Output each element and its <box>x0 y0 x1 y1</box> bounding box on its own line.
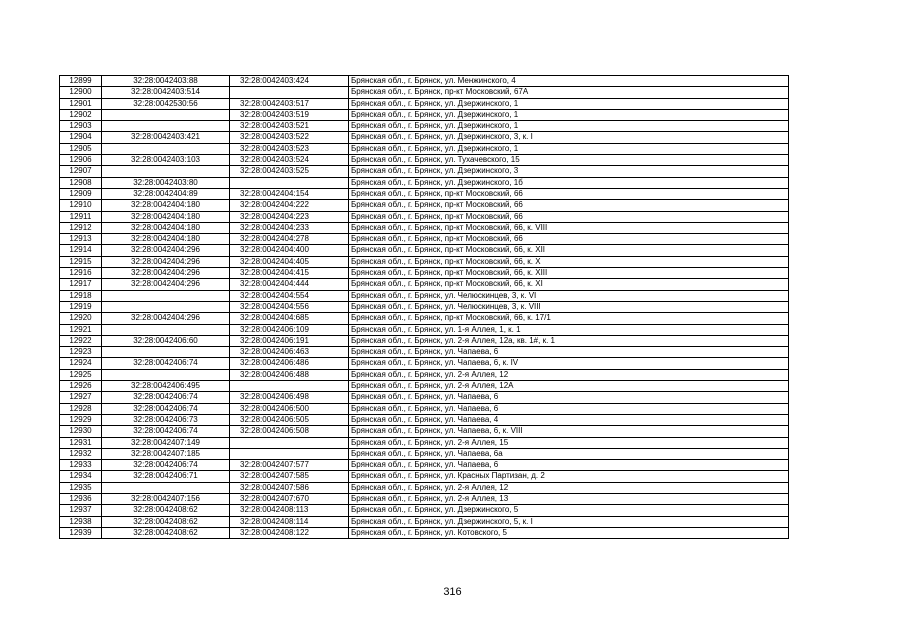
object-cadastral-number-cell: 32:28:0042406:498 <box>230 392 349 403</box>
cadastral-number-cell: 32:28:0042407:156 <box>102 493 230 504</box>
row-number-cell: 12919 <box>60 301 102 312</box>
cadastral-number-cell <box>102 369 230 380</box>
cadastral-number-cell: 32:28:0042403:421 <box>102 132 230 143</box>
row-number-cell: 12922 <box>60 335 102 346</box>
row-number-cell: 12930 <box>60 426 102 437</box>
row-number-cell: 12902 <box>60 109 102 120</box>
registry-table <box>59 75 789 539</box>
cadastral-number-cell: 32:28:0042404:180 <box>102 211 230 222</box>
cadastral-number-cell: 32:28:0042406:74 <box>102 403 230 414</box>
object-cadastral-number-cell <box>230 177 349 188</box>
address-cell: Брянская обл., г. Брянск, пр-кт Московский, 66, к. XI <box>349 279 789 290</box>
object-cadastral-number-cell: 32:28:0042404:556 <box>230 301 349 312</box>
page-number: 316 <box>443 586 462 598</box>
row-number-cell: 12925 <box>60 369 102 380</box>
cadastral-number-cell: 32:28:0042406:71 <box>102 471 230 482</box>
cadastral-number-cell: 32:28:0042404:180 <box>102 234 230 245</box>
cadastral-number-cell <box>102 347 230 358</box>
address-cell: Брянская обл., г. Брянск, ул. Чапаева, 6, к. VIII <box>349 426 789 437</box>
row-number-cell: 12926 <box>60 381 102 392</box>
table-row <box>60 268 789 279</box>
object-cadastral-number-cell: 32:28:0042404:685 <box>230 313 349 324</box>
table-row <box>60 234 789 245</box>
address-cell: Брянская обл., г. Брянск, пр-кт Московский, 67А <box>349 87 789 98</box>
address-cell: Брянская обл., г. Брянск, ул. Чапаева, 6 <box>349 403 789 414</box>
table-row <box>60 301 789 312</box>
table-row <box>60 109 789 120</box>
address-cell: Брянская обл., г. Брянск, ул. 2-я Аллея, 13 <box>349 493 789 504</box>
cadastral-number-cell: 32:28:0042404:180 <box>102 200 230 211</box>
cadastral-number-cell: 32:28:0042406:74 <box>102 358 230 369</box>
table-row <box>60 437 789 448</box>
object-cadastral-number-cell: 32:28:0042406:488 <box>230 369 349 380</box>
table-row <box>60 324 789 335</box>
table-row <box>60 381 789 392</box>
address-cell: Брянская обл., г. Брянск, пр-кт Московский, 66, к. 17/1 <box>349 313 789 324</box>
row-number-cell: 12934 <box>60 471 102 482</box>
row-number-cell: 12929 <box>60 414 102 425</box>
object-cadastral-number-cell <box>230 87 349 98</box>
object-cadastral-number-cell: 32:28:0042406:500 <box>230 403 349 414</box>
row-number-cell: 12923 <box>60 347 102 358</box>
address-cell: Брянская обл., г. Брянск, ул. Чапаева, 6 <box>349 392 789 403</box>
row-number-cell: 12907 <box>60 166 102 177</box>
object-cadastral-number-cell: 32:28:0042406:508 <box>230 426 349 437</box>
table-row <box>60 245 789 256</box>
table-row <box>60 414 789 425</box>
address-cell: Брянская обл., г. Брянск, пр-кт Московский, 66 <box>349 188 789 199</box>
row-number-cell: 12899 <box>60 76 102 87</box>
object-cadastral-number-cell: 32:28:0042407:670 <box>230 493 349 504</box>
cadastral-number-cell: 32:28:0042406:495 <box>102 381 230 392</box>
row-number-cell: 12914 <box>60 245 102 256</box>
object-cadastral-number-cell: 32:28:0042408:122 <box>230 527 349 538</box>
row-number-cell: 12937 <box>60 505 102 516</box>
cadastral-number-cell: 32:28:0042406:74 <box>102 426 230 437</box>
object-cadastral-number-cell: 32:28:0042403:524 <box>230 155 349 166</box>
address-cell: Брянская обл., г. Брянск, ул. 2-я Аллея, 12а, кв. 1#, к. 1 <box>349 335 789 346</box>
object-cadastral-number-cell: 32:28:0042404:154 <box>230 188 349 199</box>
table-row <box>60 347 789 358</box>
table-row <box>60 132 789 143</box>
address-cell: Брянская обл., г. Брянск, пр-кт Московский, 66 <box>349 234 789 245</box>
row-number-cell: 12916 <box>60 268 102 279</box>
address-cell: Брянская обл., г. Брянск, ул. 2-я Аллея, 12 <box>349 482 789 493</box>
table-row <box>60 279 789 290</box>
table-row <box>60 482 789 493</box>
object-cadastral-number-cell: 32:28:0042403:523 <box>230 143 349 154</box>
cadastral-number-cell: 32:28:0042404:296 <box>102 279 230 290</box>
cadastral-number-cell: 32:28:0042406:74 <box>102 460 230 471</box>
cadastral-number-cell <box>102 143 230 154</box>
table-row <box>60 460 789 471</box>
object-cadastral-number-cell: 32:28:0042403:519 <box>230 109 349 120</box>
cadastral-number-cell <box>102 324 230 335</box>
address-cell: Брянская обл., г. Брянск, пр-кт Московский, 66 <box>349 200 789 211</box>
row-number-cell: 12904 <box>60 132 102 143</box>
row-number-cell: 12901 <box>60 98 102 109</box>
row-number-cell: 12917 <box>60 279 102 290</box>
table-row <box>60 493 789 504</box>
object-cadastral-number-cell: 32:28:0042403:525 <box>230 166 349 177</box>
table-row <box>60 256 789 267</box>
table-row <box>60 516 789 527</box>
object-cadastral-number-cell: 32:28:0042404:233 <box>230 222 349 233</box>
address-cell: Брянская обл., г. Брянск, пр-кт Московский, 66, к. XII <box>349 245 789 256</box>
row-number-cell: 12936 <box>60 493 102 504</box>
cadastral-number-cell <box>102 109 230 120</box>
row-number-cell: 12918 <box>60 290 102 301</box>
row-number-cell: 12939 <box>60 527 102 538</box>
table-row <box>60 76 789 87</box>
object-cadastral-number-cell: 32:28:0042403:424 <box>230 76 349 87</box>
address-cell: Брянская обл., г. Брянск, ул. Чапаева, 4 <box>349 414 789 425</box>
cadastral-number-cell: 32:28:0042404:296 <box>102 268 230 279</box>
table-row <box>60 166 789 177</box>
cadastral-number-cell <box>102 290 230 301</box>
object-cadastral-number-cell: 32:28:0042404:223 <box>230 211 349 222</box>
cadastral-number-cell: 32:28:0042403:80 <box>102 177 230 188</box>
address-cell: Брянская обл., г. Брянск, ул. Чапаева, 6, к. IV <box>349 358 789 369</box>
table-row <box>60 369 789 380</box>
address-cell: Брянская обл., г. Брянск, ул. Дзержинского, 5, к. I <box>349 516 789 527</box>
table-row <box>60 313 789 324</box>
address-cell: Брянская обл., г. Брянск, ул. Дзержинского, 1 <box>349 98 789 109</box>
object-cadastral-number-cell: 32:28:0042408:113 <box>230 505 349 516</box>
object-cadastral-number-cell: 32:28:0042403:521 <box>230 121 349 132</box>
row-number-cell: 12903 <box>60 121 102 132</box>
table-row <box>60 335 789 346</box>
object-cadastral-number-cell: 32:28:0042404:400 <box>230 245 349 256</box>
cadastral-number-cell: 32:28:0042408:62 <box>102 527 230 538</box>
table-row <box>60 143 789 154</box>
cadastral-number-cell: 32:28:0042403:88 <box>102 76 230 87</box>
object-cadastral-number-cell: 32:28:0042406:109 <box>230 324 349 335</box>
table-row <box>60 177 789 188</box>
row-number-cell: 12935 <box>60 482 102 493</box>
row-number-cell: 12911 <box>60 211 102 222</box>
row-number-cell: 12924 <box>60 358 102 369</box>
table-row <box>60 358 789 369</box>
cadastral-number-cell: 32:28:0042404:296 <box>102 313 230 324</box>
registry-table-body <box>60 76 789 539</box>
row-number-cell: 12913 <box>60 234 102 245</box>
object-cadastral-number-cell: 32:28:0042404:444 <box>230 279 349 290</box>
address-cell: Брянская обл., г. Брянск, ул. 2-я Аллея, 12 <box>349 369 789 380</box>
address-cell: Брянская обл., г. Брянск, ул. Дзержинского, 1 <box>349 121 789 132</box>
cadastral-number-cell: 32:28:0042407:185 <box>102 448 230 459</box>
address-cell: Брянская обл., г. Брянск, ул. Котовского, 5 <box>349 527 789 538</box>
table-row <box>60 403 789 414</box>
row-number-cell: 12938 <box>60 516 102 527</box>
cadastral-number-cell: 32:28:0042403:514 <box>102 87 230 98</box>
address-cell: Брянская обл., г. Брянск, ул. Дзержинского, 1 <box>349 109 789 120</box>
address-cell: Брянская обл., г. Брянск, ул. Дзержинского, 3, к. I <box>349 132 789 143</box>
address-cell: Брянская обл., г. Брянск, пр-кт Московский, 66, к. X <box>349 256 789 267</box>
address-cell: Брянская обл., г. Брянск, ул. Челюскинцев, 3, к. VIII <box>349 301 789 312</box>
cadastral-number-cell: 32:28:0042407:149 <box>102 437 230 448</box>
row-number-cell: 12910 <box>60 200 102 211</box>
row-number-cell: 12932 <box>60 448 102 459</box>
row-number-cell: 12933 <box>60 460 102 471</box>
row-number-cell: 12915 <box>60 256 102 267</box>
table-row <box>60 87 789 98</box>
table-row <box>60 392 789 403</box>
address-cell: Брянская обл., г. Брянск, ул. Дзержинского, 1 <box>349 143 789 154</box>
row-number-cell: 12908 <box>60 177 102 188</box>
table-row <box>60 527 789 538</box>
cadastral-number-cell: 32:28:0042406:74 <box>102 392 230 403</box>
address-cell: Брянская обл., г. Брянск, ул. Чапаева, 6 <box>349 347 789 358</box>
cadastral-number-cell <box>102 121 230 132</box>
table-row <box>60 155 789 166</box>
address-cell: Брянская обл., г. Брянск, ул. Красных Партизан, д. 2 <box>349 471 789 482</box>
cadastral-number-cell: 32:28:0042408:62 <box>102 505 230 516</box>
object-cadastral-number-cell: 32:28:0042404:405 <box>230 256 349 267</box>
address-cell: Брянская обл., г. Брянск, пр-кт Московский, 66, к. XIII <box>349 268 789 279</box>
object-cadastral-number-cell: 32:28:0042403:517 <box>230 98 349 109</box>
cadastral-number-cell <box>102 166 230 177</box>
row-number-cell: 12927 <box>60 392 102 403</box>
object-cadastral-number-cell: 32:28:0042408:114 <box>230 516 349 527</box>
cadastral-number-cell: 32:28:0042408:62 <box>102 516 230 527</box>
cadastral-number-cell: 32:28:0042404:296 <box>102 256 230 267</box>
table-row <box>60 471 789 482</box>
table-row <box>60 98 789 109</box>
cadastral-number-cell: 32:28:0042403:103 <box>102 155 230 166</box>
table-row <box>60 121 789 132</box>
table-row <box>60 505 789 516</box>
address-cell: Брянская обл., г. Брянск, ул. Чапаева, 6 <box>349 460 789 471</box>
address-cell: Брянская обл., г. Брянск, ул. Тухачевского, 15 <box>349 155 789 166</box>
object-cadastral-number-cell: 32:28:0042406:191 <box>230 335 349 346</box>
table-row <box>60 426 789 437</box>
object-cadastral-number-cell <box>230 448 349 459</box>
row-number-cell: 12921 <box>60 324 102 335</box>
object-cadastral-number-cell <box>230 381 349 392</box>
table-row <box>60 290 789 301</box>
object-cadastral-number-cell: 32:28:0042407:577 <box>230 460 349 471</box>
address-cell: Брянская обл., г. Брянск, ул. Дзержинского, 1б <box>349 177 789 188</box>
cadastral-number-cell: 32:28:0042404:296 <box>102 245 230 256</box>
address-cell: Брянская обл., г. Брянск, ул. Чапаева, 6а <box>349 448 789 459</box>
table-row <box>60 222 789 233</box>
object-cadastral-number-cell: 32:28:0042406:486 <box>230 358 349 369</box>
table-row <box>60 448 789 459</box>
address-cell: Брянская обл., г. Брянск, ул. 1-я Аллея, 1, к. 1 <box>349 324 789 335</box>
address-cell: Брянская обл., г. Брянск, ул. Менжинского, 4 <box>349 76 789 87</box>
row-number-cell: 12928 <box>60 403 102 414</box>
row-number-cell: 12909 <box>60 188 102 199</box>
address-cell: Брянская обл., г. Брянск, ул. 2-я Аллея, 12А <box>349 381 789 392</box>
row-number-cell: 12912 <box>60 222 102 233</box>
object-cadastral-number-cell <box>230 437 349 448</box>
row-number-cell: 12905 <box>60 143 102 154</box>
address-cell: Брянская обл., г. Брянск, ул. Дзержинского, 5 <box>349 505 789 516</box>
object-cadastral-number-cell: 32:28:0042404:415 <box>230 268 349 279</box>
object-cadastral-number-cell: 32:28:0042406:463 <box>230 347 349 358</box>
cadastral-number-cell: 32:28:0042404:180 <box>102 222 230 233</box>
address-cell: Брянская обл., г. Брянск, ул. Дзержинского, 3 <box>349 166 789 177</box>
object-cadastral-number-cell: 32:28:0042404:554 <box>230 290 349 301</box>
object-cadastral-number-cell: 32:28:0042404:278 <box>230 234 349 245</box>
row-number-cell: 12931 <box>60 437 102 448</box>
row-number-cell: 12900 <box>60 87 102 98</box>
table-row <box>60 200 789 211</box>
address-cell: Брянская обл., г. Брянск, пр-кт Московский, 66, к. VIII <box>349 222 789 233</box>
row-number-cell: 12906 <box>60 155 102 166</box>
object-cadastral-number-cell: 32:28:0042407:586 <box>230 482 349 493</box>
cadastral-number-cell: 32:28:0042530:56 <box>102 98 230 109</box>
address-cell: Брянская обл., г. Брянск, пр-кт Московский, 66 <box>349 211 789 222</box>
cadastral-number-cell <box>102 482 230 493</box>
object-cadastral-number-cell: 32:28:0042403:522 <box>230 132 349 143</box>
object-cadastral-number-cell: 32:28:0042407:585 <box>230 471 349 482</box>
object-cadastral-number-cell: 32:28:0042406:505 <box>230 414 349 425</box>
object-cadastral-number-cell: 32:28:0042404:222 <box>230 200 349 211</box>
cadastral-number-cell: 32:28:0042404:89 <box>102 188 230 199</box>
table-row <box>60 188 789 199</box>
row-number-cell: 12920 <box>60 313 102 324</box>
address-cell: Брянская обл., г. Брянск, ул. 2-я Аллея, 15 <box>349 437 789 448</box>
cadastral-number-cell <box>102 301 230 312</box>
cadastral-number-cell: 32:28:0042406:60 <box>102 335 230 346</box>
address-cell: Брянская обл., г. Брянск, ул. Челюскинцев, 3, к. VI <box>349 290 789 301</box>
table-row <box>60 211 789 222</box>
cadastral-number-cell: 32:28:0042406:73 <box>102 414 230 425</box>
